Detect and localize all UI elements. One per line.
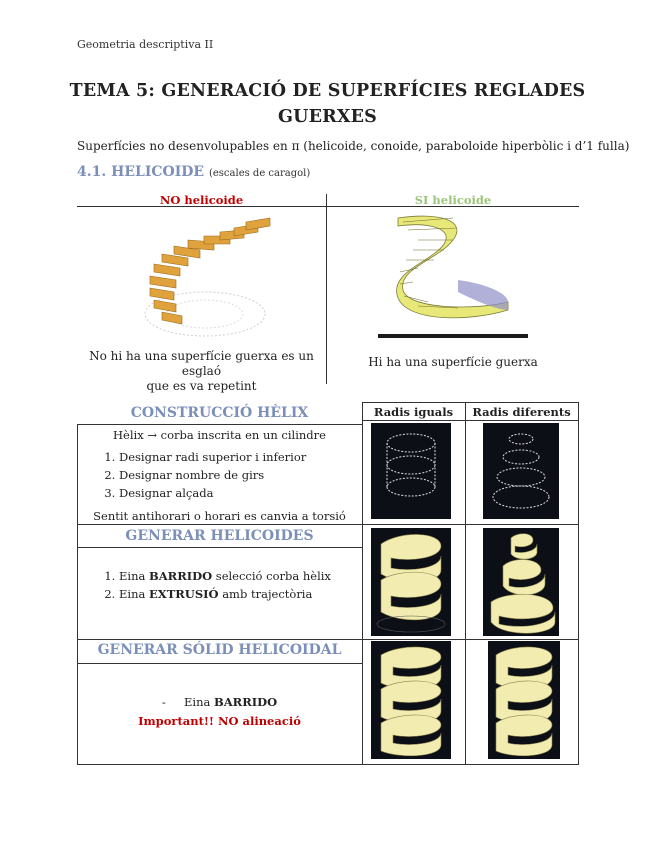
col-radis-diferents: Radis diferents	[472, 405, 571, 419]
solid-step: - Eina BARRIDO	[161, 695, 278, 709]
helix-subtitle: Hèlix → corba inscrita en un cilindre	[113, 428, 326, 442]
helix-heading: CONSTRUCCIÓ HÈLIX	[130, 405, 309, 421]
helix-step: 2. Designar nombre de girs	[119, 466, 362, 484]
helicoids-step-extrusio: 2. Eina EXTRUSIÓ amb trajectòria	[119, 585, 362, 603]
page-title	[60, 78, 595, 130]
solid-dash: -	[161, 695, 166, 709]
no-helicoide-caption	[77, 349, 326, 394]
helicoids-steps-list	[77, 567, 362, 603]
section-heading	[77, 164, 310, 180]
table-header-rule-left	[77, 424, 362, 425]
row3-heading-rule	[77, 663, 362, 664]
no-helicoide-label: NO helicoide	[159, 193, 244, 207]
helicoid-surface-equal-image	[371, 528, 451, 636]
helix-different-radii-image	[483, 423, 559, 519]
col-radis-iguals: Radis iguals	[373, 405, 454, 419]
title-line-2: GUERXES	[277, 107, 378, 127]
solid-warning: Important!! NO alineació	[138, 714, 301, 728]
table-top-rule	[362, 402, 579, 403]
helicoids-heading: GENERAR HELICOIDES	[125, 528, 314, 544]
no-caption-line-1: No hi ha una superfície guerxa es un esglaó	[89, 349, 314, 378]
section-title: HELICOIDE	[111, 164, 205, 180]
title-line-1: TEMA 5: GENERACIÓ DE SUPERFÍCIES REGLADES	[69, 81, 586, 101]
row2-bottom-rule	[77, 639, 579, 640]
table-right-border	[578, 402, 579, 764]
table-col-border	[465, 402, 466, 764]
section-note: (escales de caragol)	[208, 168, 311, 179]
helix-note: Sentit antihorari o horari es canvia a torsió	[93, 509, 346, 523]
solid-heading: GENERAR SÓLID HELICOIDAL	[97, 642, 342, 658]
helicoidal-solid-different-image	[488, 641, 560, 759]
helix-step: 3. Designar alçada	[119, 484, 362, 502]
table-mid-border	[362, 402, 363, 764]
helicoidal-staircase-image	[358, 210, 538, 345]
table-header-rule-right	[362, 420, 579, 421]
row2-heading-rule	[77, 547, 362, 548]
helix-steps-list	[77, 448, 362, 502]
no-caption-line-2: que es va repetint	[146, 379, 257, 393]
helicoids-step-barrido: 1. Eina BARRIDO selecció corba hèlix	[119, 567, 362, 585]
helicoidal-solid-equal-image	[371, 641, 451, 759]
si-helicoide-caption: Hi ha una superfície guerxa	[368, 355, 538, 369]
intro-text: Superfícies no desenvolupables en π (helicoide, conoide, paraboloide hiperbòlic i d’1 fulla)	[77, 139, 630, 153]
table-bottom-rule	[77, 764, 579, 765]
section-number: 4.1.	[77, 164, 107, 180]
helix-equal-radii-image	[371, 423, 451, 519]
helicoid-surface-different-image	[483, 528, 559, 636]
stepped-staircase-image	[130, 212, 280, 347]
row1-bottom-rule	[77, 524, 579, 525]
si-helicoide-label: SI helicoide	[414, 193, 492, 207]
helix-step: 1. Designar radi superior i inferior	[119, 448, 362, 466]
document-header: Geometria descriptiva II	[77, 38, 214, 51]
